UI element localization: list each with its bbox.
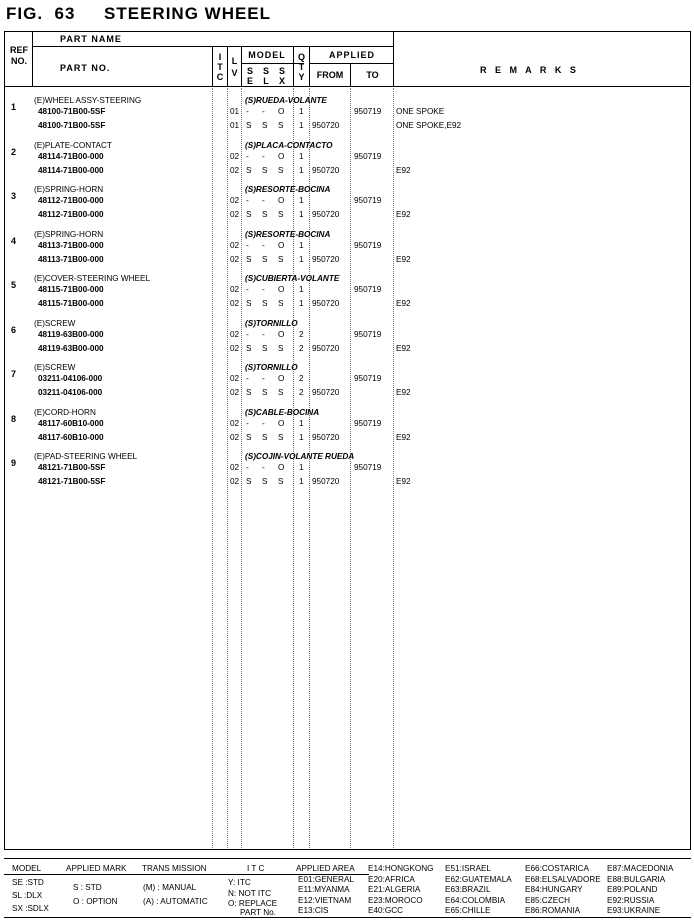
header-part-name: PART NAME — [60, 34, 122, 44]
model-se-mark: - — [246, 196, 249, 205]
header-model-sl: S L — [262, 66, 269, 86]
part-name: (E)SCREW — [34, 363, 76, 372]
header-applied: APPLIED — [328, 50, 375, 60]
applied-from: 950720 — [312, 210, 340, 219]
remarks: E92 — [396, 343, 411, 353]
col-dots — [227, 88, 228, 848]
legend-area-code: E13:CIS — [298, 906, 329, 915]
quantity: 2 — [299, 329, 304, 339]
col-dots — [309, 88, 310, 848]
legend-area-code: E65:CHILLE — [445, 906, 491, 915]
model-sl-mark: S — [262, 388, 268, 397]
applied-to: 950719 — [354, 374, 382, 383]
model-sx-mark: S — [278, 432, 284, 442]
applied-from: 950720 — [312, 165, 340, 175]
legend-area-code: E23:MOROCO — [368, 895, 423, 905]
header-lv: L V — [231, 56, 238, 78]
model-se-mark: - — [246, 151, 249, 161]
ref-number: 2 — [11, 146, 17, 157]
part-name: (E)COVER-STEERING WHEEL — [34, 274, 151, 283]
header-itc: I T C — [216, 52, 224, 82]
lv-code: 02 — [230, 329, 240, 339]
remarks: E92 — [396, 432, 411, 442]
col-dots — [350, 88, 351, 848]
model-sl-mark: S — [262, 165, 268, 175]
header-qty: Q T Y — [297, 52, 305, 82]
legend-area-code: E89:POLAND — [607, 885, 658, 894]
lv-code: 02 — [230, 418, 240, 428]
model-se-mark: - — [246, 463, 249, 472]
col-dots — [212, 88, 213, 848]
remarks: E92 — [396, 299, 411, 308]
legend-itc-n: N: NOT ITC — [228, 889, 272, 898]
applied-to: 950719 — [354, 196, 382, 205]
model-se-mark: S — [246, 121, 252, 130]
part-name-spanish: (S)RESORTE-BOCINA — [245, 185, 331, 194]
quantity: 1 — [299, 463, 304, 472]
lv-code: 02 — [230, 374, 240, 383]
model-se-mark: - — [246, 240, 249, 250]
part-number: 03211-04106-000 — [38, 374, 103, 383]
part-number: 48100-71B00-5SF — [38, 121, 106, 130]
model-se-mark: S — [246, 299, 252, 308]
quantity: 1 — [299, 240, 304, 250]
model-se-mark: S — [246, 343, 252, 353]
lv-code: 01 — [230, 121, 240, 130]
model-se-mark: S — [246, 432, 252, 442]
col-dots — [393, 88, 394, 848]
model-se-mark: S — [246, 254, 252, 264]
part-number: 48114-71B00-000 — [38, 165, 104, 175]
model-sl-mark: S — [262, 343, 268, 353]
part-number: 48119-63B00-000 — [38, 343, 104, 353]
lv-code: 02 — [230, 254, 240, 264]
lv-code: 02 — [230, 388, 240, 397]
model-sl-mark: S — [262, 254, 268, 264]
legend-area-code: E85:CZECH — [525, 895, 571, 905]
model-sx-mark: O — [278, 374, 285, 383]
lv-code: 02 — [230, 210, 240, 219]
applied-to: 950719 — [354, 151, 382, 161]
model-sl-mark: - — [262, 418, 265, 428]
part-number: 48100-71B00-5SF — [38, 107, 106, 116]
legend-model-se: SE :STD — [12, 878, 44, 887]
lv-code: 02 — [230, 285, 240, 294]
applied-from: 950720 — [312, 432, 340, 442]
legend-model-header: MODEL — [12, 864, 42, 873]
ref-number: 7 — [11, 369, 17, 379]
header-ref-no: REF NO. — [10, 45, 28, 66]
quantity: 2 — [299, 374, 304, 383]
legend-itc-y: Y: ITC — [228, 878, 251, 887]
legend-area-code: E11:MYANMA — [298, 885, 350, 894]
ref-number: 9 — [11, 458, 17, 468]
header-model-sx: S X — [278, 66, 285, 86]
quantity: 1 — [299, 418, 304, 428]
model-sx-mark: S — [278, 165, 284, 175]
model-sl-mark: S — [262, 432, 268, 442]
model-se-mark: S — [246, 165, 252, 175]
lv-code: 02 — [230, 432, 240, 442]
quantity: 2 — [299, 343, 304, 353]
model-sx-mark: S — [278, 210, 284, 219]
legend-trans-header: TRANS MISSION — [142, 864, 207, 873]
model-se-mark: - — [246, 285, 249, 294]
part-name: (E)CORD-HORN — [34, 407, 96, 417]
lv-code: 02 — [230, 151, 240, 161]
lv-code: 02 — [230, 196, 240, 205]
model-se-mark: - — [246, 418, 249, 428]
legend-area-code: E20:AFRICA — [368, 874, 415, 884]
applied-to: 950719 — [354, 285, 382, 294]
ref-number: 3 — [11, 191, 17, 201]
lv-code: 02 — [230, 165, 240, 175]
applied-to: 950719 — [354, 463, 382, 472]
part-number: 48117-60B10-000 — [38, 432, 104, 442]
header-from: FROM — [316, 70, 344, 80]
quantity: 1 — [299, 151, 304, 161]
legend-area-code: E93:UKRAINE — [607, 906, 661, 915]
legend-area-code: E88:BULGARIA — [607, 874, 666, 884]
applied-to: 950719 — [354, 418, 382, 428]
legend-area-code: E84:HUNGARY — [525, 885, 583, 894]
legend-mark-std: S : STD — [73, 883, 102, 892]
remarks: ONE SPOKE,E92 — [396, 121, 462, 130]
legend-trans-auto: (A) : AUTOMATIC — [143, 897, 208, 906]
legend-area-code: E14:HONGKONG — [368, 864, 434, 873]
remarks: E92 — [396, 210, 411, 219]
col-rule — [32, 31, 33, 86]
header-remarks: R E M A R K S — [480, 65, 579, 75]
legend-itc-partno: PART No. — [240, 908, 276, 917]
quantity: 1 — [299, 254, 304, 264]
model-se-mark: S — [246, 388, 252, 397]
model-sl-mark: - — [262, 107, 265, 116]
legend-area-code: E66:COSTARICA — [525, 864, 589, 873]
legend-area-code: E87:MACEDONIA — [607, 864, 674, 873]
model-sl-mark: - — [262, 374, 265, 383]
part-number: 48119-63B00-000 — [38, 329, 104, 339]
quantity: 1 — [299, 196, 304, 205]
applied-from: 950720 — [312, 254, 340, 264]
part-name: (E)PLATE-CONTACT — [34, 140, 112, 150]
col-dots — [241, 88, 242, 848]
model-sx-mark: S — [278, 477, 284, 486]
ref-number: 4 — [11, 235, 17, 246]
model-sl-mark: S — [262, 477, 268, 486]
legend-applied-mark-header: APPLIED MARK — [66, 864, 127, 873]
part-name-spanish: (S)TORNILLO — [245, 363, 298, 372]
model-sx-mark: O — [278, 151, 285, 161]
legend-area-code: E12:VIETNAM — [298, 895, 352, 905]
header-part-no: PART NO. — [60, 63, 111, 73]
legend-trans-manual: (M) : MANUAL — [143, 883, 197, 892]
model-se-mark: - — [246, 107, 249, 116]
ref-number: 8 — [11, 413, 17, 424]
figure-title: FIG. 63 STEERING WHEEL — [6, 4, 272, 23]
applied-subrule — [310, 63, 394, 64]
header-rule — [33, 46, 394, 47]
part-number: 48112-71B00-000 — [38, 196, 104, 205]
applied-from: 950720 — [312, 121, 340, 130]
part-number: 48113-71B00-000 — [38, 254, 104, 264]
remarks: E92 — [396, 254, 411, 264]
model-sl-mark: - — [262, 151, 265, 161]
header-bottom-rule — [4, 86, 691, 87]
applied-to: 950719 — [354, 240, 382, 250]
model-sx-mark: O — [278, 418, 285, 428]
legend-area-code: E01:GENERAL — [298, 874, 354, 884]
model-sl-mark: S — [262, 121, 268, 130]
quantity: 1 — [299, 107, 304, 116]
model-sl-mark: - — [262, 285, 265, 294]
quantity: 1 — [299, 477, 304, 486]
applied-from: 950720 — [312, 477, 340, 486]
model-se-mark: - — [246, 374, 249, 383]
part-name: (E)WHEEL ASSY-STEERING — [34, 96, 142, 105]
part-name: (E)SPRING-HORN — [34, 185, 104, 194]
part-name-spanish: (S)CUBIERTA-VOLANTE — [245, 274, 340, 283]
model-sx-mark: O — [278, 329, 285, 339]
part-name-spanish: (S)PLACA-CONTACTO — [245, 140, 333, 150]
part-name-spanish: (S)COJIN-VOLANTE RUEDA — [245, 452, 355, 461]
model-sl-mark: - — [262, 196, 265, 205]
ref-number: 6 — [11, 324, 17, 335]
applied-from: 950720 — [312, 343, 340, 353]
model-sx-mark: S — [278, 343, 284, 353]
quantity: 1 — [299, 121, 304, 130]
legend-area-code: E62:GUATEMALA — [445, 874, 512, 884]
part-number: 48121-71B00-5SF — [38, 477, 106, 486]
model-sl-mark: S — [262, 299, 268, 308]
ref-number: 5 — [11, 280, 17, 290]
part-number: 48112-71B00-000 — [38, 210, 104, 219]
quantity: 1 — [299, 432, 304, 442]
legend-model-sx: SX :SDLX — [12, 904, 49, 913]
model-sx-mark: S — [278, 254, 284, 264]
legend-area-code: E64:COLOMBIA — [445, 895, 506, 905]
remarks: E92 — [396, 165, 411, 175]
part-number: 48115-71B00-000 — [38, 285, 104, 294]
applied-from: 950720 — [312, 299, 340, 308]
legend-area-code: E63:BRAZIL — [445, 885, 491, 894]
lv-code: 01 — [230, 107, 240, 116]
model-se-mark: S — [246, 210, 252, 219]
remarks: ONE SPOKE — [396, 107, 445, 116]
part-number: 48115-71B00-000 — [38, 299, 104, 308]
part-name: (E)PAD-STEERING WHEEL — [34, 452, 138, 461]
model-sx-mark: S — [278, 121, 284, 130]
model-sx-mark: O — [278, 107, 285, 116]
model-sx-mark: O — [278, 196, 285, 205]
header-to: TO — [366, 70, 379, 80]
model-sx-mark: O — [278, 285, 285, 294]
model-sx-mark: O — [278, 240, 285, 250]
quantity: 1 — [299, 165, 304, 175]
applied-to: 950719 — [354, 107, 382, 116]
lv-code: 02 — [230, 477, 240, 486]
part-number: 03211-04106-000 — [38, 388, 103, 397]
part-name: (E)SCREW — [34, 318, 76, 328]
col-dots — [293, 88, 294, 848]
model-se-mark: - — [246, 329, 249, 339]
legend-area-code: E21:ALGERIA — [368, 885, 421, 894]
legend-model-sl: SL :DLX — [12, 891, 43, 900]
quantity: 2 — [299, 388, 304, 397]
header-model: MODEL — [248, 50, 286, 60]
part-number: 48117-60B10-000 — [38, 418, 104, 428]
lv-code: 02 — [230, 299, 240, 308]
model-sl-mark: S — [262, 210, 268, 219]
header-model-se: S E — [246, 66, 253, 86]
quantity: 1 — [299, 299, 304, 308]
part-name-spanish: (S)RUEDA-VOLANTE — [245, 96, 327, 105]
remarks: E92 — [396, 388, 411, 397]
model-sx-mark: S — [278, 299, 284, 308]
part-name-spanish: (S)CABLE-BOCINA — [245, 407, 320, 417]
part-number: 48114-71B00-000 — [38, 151, 104, 161]
lv-code: 02 — [230, 240, 240, 250]
applied-to: 950719 — [354, 329, 382, 339]
quantity: 1 — [299, 285, 304, 294]
model-sx-mark: O — [278, 463, 285, 472]
part-name-spanish: (S)RESORTE-BOCINA — [245, 229, 331, 239]
model-sx-mark: S — [278, 388, 284, 397]
remarks: E92 — [396, 477, 411, 486]
legend-area-code: E92:RUSSIA — [607, 895, 655, 905]
applied-from: 950720 — [312, 388, 340, 397]
legend-itc-header: I T C — [247, 864, 265, 873]
lv-code: 02 — [230, 343, 240, 353]
model-sl-mark: - — [262, 329, 265, 339]
legend-mark-option: O : OPTION — [73, 897, 118, 906]
part-number: 48113-71B00-000 — [38, 240, 104, 250]
part-number: 48121-71B00-5SF — [38, 463, 106, 472]
legend-area-header: APPLIED AREA — [296, 864, 355, 873]
quantity: 1 — [299, 210, 304, 219]
part-name-spanish: (S)TORNILLO — [245, 318, 298, 328]
model-sl-mark: - — [262, 463, 265, 472]
legend-itc-o: O: REPLACE — [228, 899, 278, 908]
legend-area-code: E68:ELSALVADORE — [525, 874, 601, 884]
ref-number: 1 — [11, 102, 17, 112]
part-name: (E)SPRING-HORN — [34, 229, 104, 239]
legend-area-code: E86:ROMANIA — [525, 906, 581, 915]
legend-area-code: E40:GCC — [368, 906, 404, 915]
model-se-mark: S — [246, 477, 252, 486]
model-sl-mark: - — [262, 240, 265, 250]
parts-table — [4, 31, 691, 850]
legend-area-code: E51:ISRAEL — [445, 864, 491, 873]
lv-code: 02 — [230, 463, 240, 472]
